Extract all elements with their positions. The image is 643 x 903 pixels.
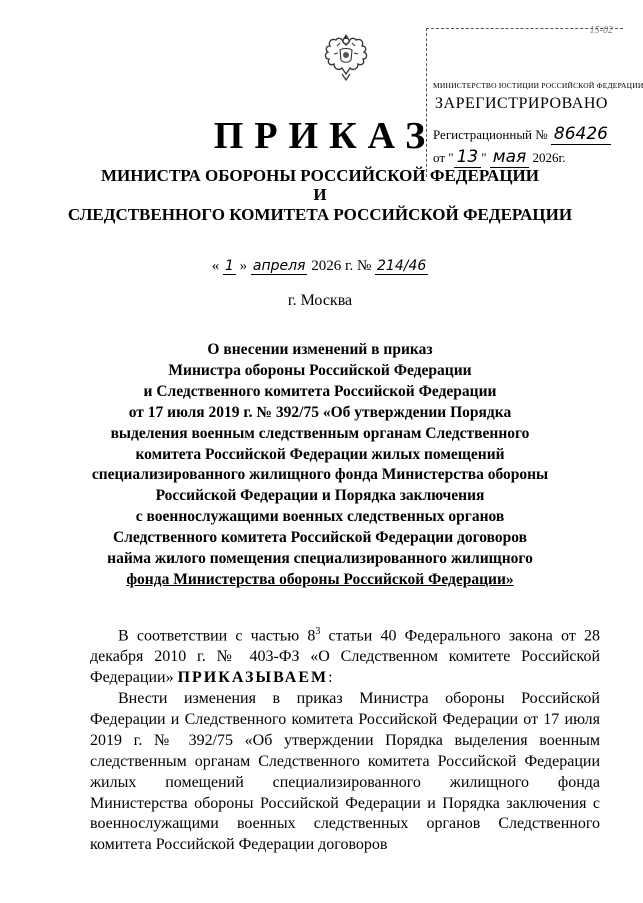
- subject-line: и Следственного комитета Российской Федерации: [143, 382, 497, 400]
- stamp-date-prefix: от ": [433, 150, 454, 165]
- subject-line: Следственного комитета Российской Федерации договоров: [113, 529, 527, 547]
- order-date-number: [0, 258, 640, 275]
- subject-line: с военнослужащими военных следственных органов: [135, 508, 505, 526]
- subject-line: Российской Федерации и Порядка заключения: [155, 487, 485, 505]
- stamp-registered-label: ЗАРЕГИСТРИРОВАНО: [435, 95, 608, 112]
- stamp-regno-value: 86426: [551, 124, 611, 145]
- date-month: апреля: [252, 258, 306, 274]
- issuer-line-3: СЛЕДСТВЕННОГО КОМИТЕТА РОССИЙСКОЙ ФЕДЕРАЦИИ: [67, 205, 573, 224]
- body-paragraph-1: [90, 622, 600, 689]
- subject-line: выделения военным следственным органам Следственного: [110, 424, 530, 442]
- issuer-line-1: МИНИСТРА ОБОРОНЫ РОССИЙСКОЙ ФЕДЕРАЦИИ: [100, 166, 540, 185]
- stamp-date-suffix: г.: [558, 150, 566, 165]
- body-paragraph-2: Внести изменения в приказ Министра обороны Российской Федерации и Следственного комитета Российской Федерации от 17 июля 2019 г. № 392/75 «Об утверждении Порядка выделения военным следственным органам Следственного комитета Российской Федерации жилых помещений специализированного жилищного фонда Министерства обороны Российской Федерации и Порядка заключения с военнослужащими военных следственных органов Следственного комитета Российской Федерации договоров: [90, 690, 600, 854]
- stamp-date-day: 13: [454, 147, 482, 168]
- order-number: 214/46: [377, 258, 427, 274]
- document-title: ПРИКАЗ: [213, 115, 437, 157]
- stamp-ministry: МИНИСТЕРСТВО ЮСТИЦИИ РОССИЙСКОЙ ФЕДЕРАЦИИ: [433, 81, 643, 90]
- order-verb: ПРИКАЗЫВАЕМ: [177, 669, 329, 687]
- subject-line: комитета Российской Федерации жилых помещений: [135, 445, 505, 463]
- stamp-date-year: 2026: [529, 150, 559, 165]
- stamp-date-mid: ": [481, 150, 490, 165]
- subject-line: фонда Министерства обороны Российской Федерации»: [126, 570, 514, 588]
- coat-of-arms-emblem: [320, 30, 372, 84]
- p1-superscript: 3: [315, 626, 321, 637]
- stamp-reference: 15-02: [589, 25, 613, 36]
- date-open-quote: «: [211, 258, 220, 274]
- stamp-date-month: мая: [490, 147, 529, 168]
- subject-line: О внесении изменений в приказ: [207, 341, 433, 358]
- date-year: 2026 г.: [311, 258, 354, 274]
- subject-line: Министра обороны Российской Федерации: [168, 361, 472, 379]
- subject-line: найма жилого помещения специализированного жилищного: [107, 550, 533, 568]
- subject-line: от 17 июля 2019 г. № 392/75 «Об утверждении Порядка: [128, 403, 512, 421]
- stamp-regno-label: Регистрационный №: [433, 127, 548, 142]
- issuer-line-2: И: [313, 185, 327, 204]
- order-subject: [70, 340, 570, 591]
- city: г. Москва: [287, 292, 353, 309]
- number-sign: №: [356, 258, 372, 274]
- order-body: [90, 622, 600, 856]
- subject-line: специализированного жилищного фонда Министерства обороны: [91, 466, 549, 484]
- date-close-quote: »: [239, 258, 248, 274]
- p1-text-a: В соответствии с частью 8: [118, 627, 316, 645]
- p1-text-end: :: [328, 669, 333, 687]
- date-day: 1: [224, 258, 234, 274]
- p1-text-b: статьи 40 Федерального закона от 28 декабря 2010 г. № 403-ФЗ «О Следственном комитете Российской Федерации»: [90, 627, 600, 687]
